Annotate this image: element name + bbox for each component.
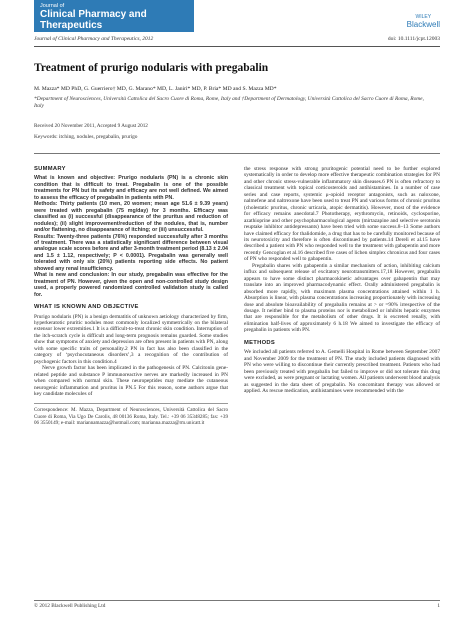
doi-link[interactable]: doi: 10.1111/jcpt.12003 (387, 36, 440, 42)
intro-heading: WHAT IS KNOWN AND OBJECTIVE (34, 304, 139, 311)
correspondence: Correspondence: M. Mazza, Department of Neurosciences, Università Cattolica del Sacro Cuore di Roma, Via Ugo De Carolis, 48 00136 Roma, Italy. Tel.: +39 06 35348285; fax: +39 06 3550149; e-mail: mariannamazza@hotmail.com; marianna.mazza@rm.unicatt.it (34, 403, 228, 425)
summary-conclusion: What is new and conclusion: In our study, pregabalin was effective for the treatment of PN. However, given the open and non-controlled study design used, a properly powered randomized controlled validation study is called for. (34, 272, 228, 298)
publisher-mark: WILEY (415, 14, 432, 20)
publisher-logo (407, 14, 440, 28)
intro-paragraph-2: Nerve growth factor has been implicated in the pathogenesis of PN. Calcitonin gene-related peptide and substance P immunoreactive nerves are markedly increased in PN when compared with normal skin. These neuropeptides may mediate the cutaneous neurogenic inflammation and pruritus in PN.5 For this reason, some authors argue that key candidate molecules of (34, 365, 228, 397)
summary-abstract (34, 175, 228, 298)
section-rule (34, 153, 440, 154)
right-column (244, 166, 440, 394)
left-column (34, 166, 228, 426)
summary-results: Results: Twenty-three patients (76%) responded successfully after 3 months of treatment. There was a statistically significant difference between visual analogue scale scores before and after 3-month treatment period (8.13 ± 2.04 and 1.5 ± 1.12, respectively; P < 0.0001). Pregabalin was generally well tolerated with only six (20%) patients reporting side effects. No patient showed any renal insufficiency. (34, 233, 228, 272)
methods-heading: METHODS (244, 339, 276, 346)
summary-heading: SUMMARY (34, 166, 66, 172)
received-dates: Received 20 November 2011, Accepted 9 August 2012 (34, 123, 148, 129)
summary-methods: Methods: Thirty patients (10 men, 20 women; mean age 51.6 ± 9.39 years) were treated with pregabalin (75 mg/day) for 3 months. Efficacy was classified as (i) successful (disappearance of the pruritus and reduction of nodules); (ii) slight improvement/reduction of the nodules, that is, number and/or flattening, no disappearance of itching; or (iii) unsuccessful. (34, 201, 228, 234)
keywords-value: itching, nodules, pregabalin, prurigo (59, 134, 138, 140)
copyright: © 2012 Blackwell Publishing Ltd (34, 603, 106, 609)
journal-name-line2: Clinical Pharmacy and Therapeutics (40, 9, 147, 31)
page-number: 1 (437, 603, 440, 609)
methods-paragraph: We included all patients referred to A. Gemelli Hospital in Rome between September 2007 and November 2009 for the treatment of PN. The study included patients diagnosed with PN who were willing to discontinue their currently prescribed treatment. Patients who had been previously treated with pregabalin but failed to improve or did not tolerate this drug were excluded, as were pregnant or lactating women. All patients underwent blood analysis as suggested in the data sheet of pregabalin. No concomitant therapy was allowed or applied. As rescue medication, antihistamines were recommended with the (244, 349, 440, 394)
body-paragraph-1: the stress response with strong pruritogenic potential need to be further explored systematically in order to develop more effective therapeutic combination strategies for PN and other chronic stress-vulnerable inflammatory skin diseases.6 PN is often refractory to classical treatment with topical corticosteroids and antihistamines. In a number of case series and case reports, systemic μ-opioid receptor antagonists, such as naloxone, nalmefene and naltrexone have been used to treat PN and various forms of chronic pruritus (cholestatic pruritus, chronic urticaria, atopic dermatitis). However, most of the evidence for efficacy remains anecdotal.7 Phototherapy, erythromycin, retinoids, cyclosporine, azathioprine and other psychopharmacological agents (mirtazapine and selective serotonin reuptake inhibitor antidepressants) have been tried with some success.8–13 Some authors have claimed efficacy for thalidomide, a drug that has to be carefully monitored because of its neurotoxicity and therefore is often discontinued by patients.14 Dereli et al.15 have described a patient with PN who responded well to the treatment with gabapentin and more recently Gencoglan et al.16 described five cases of lichen simplex chronicus and four cases of PN who responded well to gabapentin. (244, 166, 440, 263)
summary-objective: What is known and objective: Prurigo nodularis (PN) is a chronic skin condition that is difficult to treat. Pregabalin is one of the possible treatments for PN but its safety and efficacy are not well defined. We aimed to assess the efficacy of pregabalin in patients with PN. (34, 175, 228, 201)
publisher-sub: Blackwell (406, 20, 440, 29)
article-title: Treatment of prurigo nodularis with pregabalin (34, 62, 269, 74)
keywords (34, 134, 137, 140)
journal-citation: Journal of Clinical Pharmacy and Therapeutics, 2012 (34, 36, 154, 42)
header-rule (34, 46, 440, 47)
journal-name-line1: Journal of (40, 3, 65, 9)
intro-paragraph-1: Prurigo nodularis (PN) is a benign dermatitis of unknown aetiology characterized by firm, hyperkeratotic pruritic nodules most commonly localized symmetrically on the bilateral extensor lower extremities.1 It is a difficult-to-treat chronic skin condition. Interruption of the itch-scratch cycle is difficult and long-term prognosis remains guarded. Some studies show that symptoms of anxiety and depression are often present in patients with PN, along with some specific traits of personality.2 PN in fact has also been classified in the category of ‘psychocutaneous disorders’,3 a recognition of the contribution of psychogenic factors in this condition.4 (34, 313, 228, 365)
body-paragraph-2: Pregabalin shares with gabapentin a similar mechanism of action, inhibiting calcium influx and subsequent release of excitatory neurotransmitters.17,18 However, pregabalin appears to have some distinct pharmacokinetic advantages over gabapentin that may translate into an improved pharmacodynamic effect. Orally administered pregabalin is absorbed more rapidly, with maximum plasma concentrations attained within 1 h. Absorption is linear, with plasma concentrations increasing proportionately with increasing dose and absolute bioavailability of pregabalin remains at > or =90% irrespective of the dosage. It neither bind to plasma proteins nor is metabolized or inhibits hepatic enzymes that are responsible for the metabolism of other drugs. It is excreted renally, with elimination half-lives of approximately 6 h.18 We aimed to investigate the efficacy of pregabalin in patients with PN. (244, 262, 440, 334)
affiliations: *Department of Neurosciences, Università Cattolica del Sacro Cuore di Roma, Rome, Italy and †Department of Dermatology, Università Cattolica del Sacro Cuore di Roma, Rome, Italy (34, 96, 424, 109)
author-list: M. Mazza* MD PhD, G. Guerriero† MD, G. Marano* MD, L. Janiri* MD, P. Bria* MD and S. Mazza MD* (34, 86, 277, 92)
footer-rule (34, 600, 440, 601)
keywords-label: Keywords: (34, 134, 58, 140)
journal-masthead (34, 0, 194, 32)
